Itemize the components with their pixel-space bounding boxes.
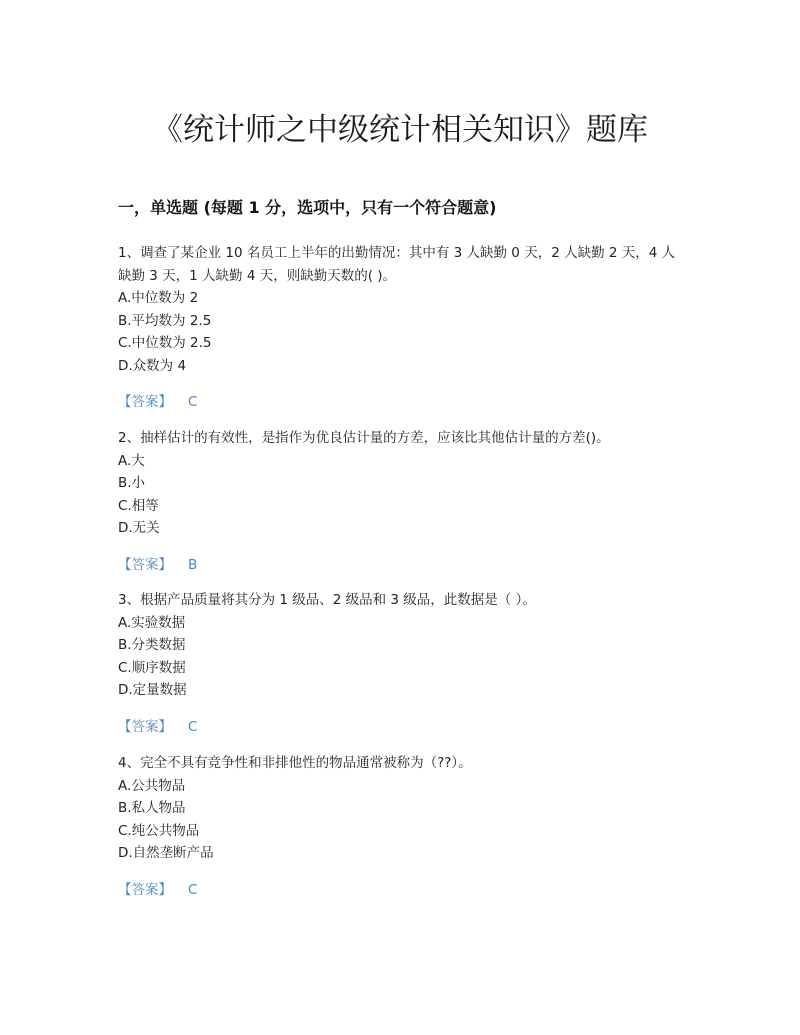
question-stem: 4、完全不具有竞争性和非排他性的物品通常被称为（??）。	[118, 755, 472, 771]
option-c: C.纯公共物品	[118, 822, 200, 839]
option-c: C.顺序数据	[118, 659, 186, 676]
option-b: B.平均数为 2.5	[118, 312, 212, 329]
answer-label: 【答案】	[118, 556, 172, 573]
document-title: 《统计师之中级统计相关知识》题库	[152, 112, 648, 148]
option-a: A.公共物品	[118, 777, 186, 794]
option-a: A.大	[118, 452, 145, 469]
question-stem: 1、调查了某企业 10 名员工上半年的出勤情况：其中有 3 人缺勤 0 天，2 人缺勤 2 天，4 人缺勤 3 天，1 人缺勤 4 天，则缺勤天数的( )。	[118, 245, 676, 284]
option-c: C.中位数为 2.5	[118, 335, 212, 351]
answer-value: C	[188, 394, 198, 410]
answer-label: 【答案】	[118, 881, 172, 898]
option-d: D.无关	[118, 520, 160, 536]
option-a: A.实验数据	[118, 614, 186, 631]
question-2	[118, 427, 688, 576]
answer-line	[118, 391, 688, 413]
question-4	[118, 752, 688, 901]
answer-label: 【答案】	[118, 718, 172, 735]
option-c: C.相等	[118, 497, 159, 514]
option-b: B.小	[118, 475, 146, 491]
option-d: D.自然垄断产品	[118, 845, 214, 861]
answer-label: 【答案】	[118, 394, 172, 410]
answer-line	[118, 554, 688, 576]
answer-value: C	[188, 881, 198, 898]
answer-value: B	[188, 556, 198, 573]
answer-line	[118, 879, 688, 901]
question-stem: 2、抽样估计的有效性，是指作为优良估计量的方差，应该比其他估计量的方差()。	[118, 430, 610, 446]
question-1	[118, 242, 688, 413]
option-a: A.中位数为 2	[118, 290, 199, 306]
option-d: D.定量数据	[118, 682, 187, 698]
option-d: D.众数为 4	[118, 357, 187, 374]
option-b: B.私人物品	[118, 800, 186, 816]
option-b: B.分类数据	[118, 637, 186, 653]
answer-value: C	[188, 718, 198, 735]
section-heading: 一，单选题 (每题 1 分，选项中，只有一个符合题意)	[118, 198, 497, 217]
answer-line	[118, 716, 688, 738]
question-3	[118, 589, 688, 738]
question-stem: 3、根据产品质量将其分为 1 级品、2 级品和 3 级品，此数据是（ ）。	[118, 592, 536, 608]
